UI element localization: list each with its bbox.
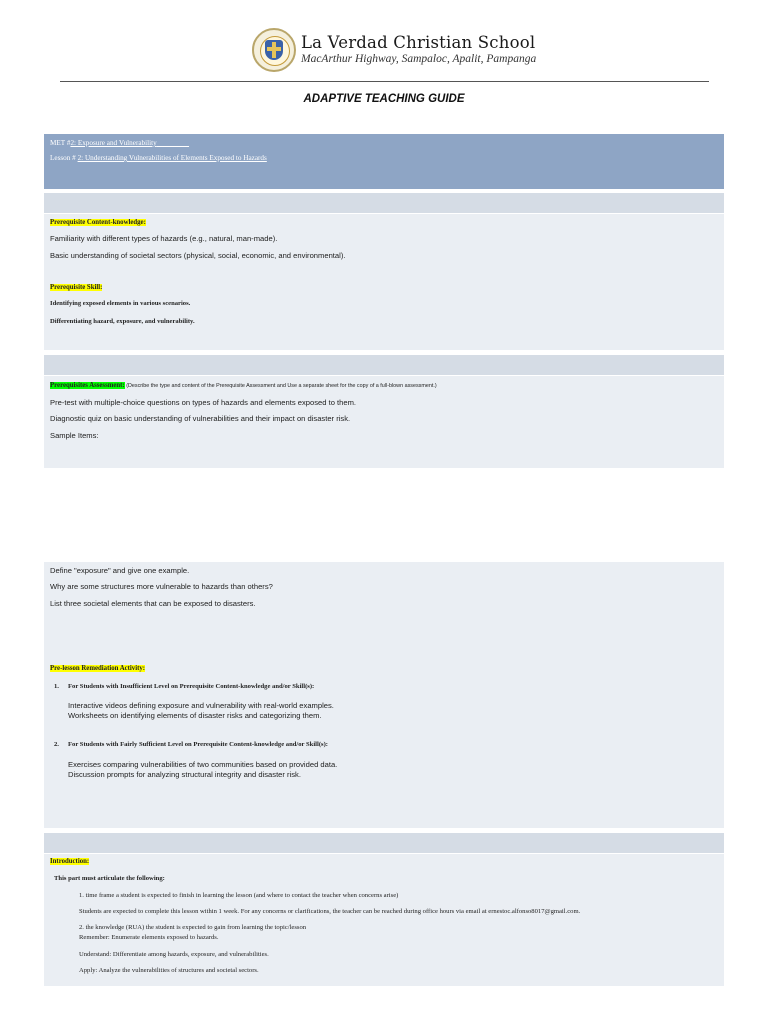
header-divider	[60, 81, 709, 82]
lesson-line: Lesson # 2: Understanding Vulnerabilities of Elements Exposed to Hazards	[50, 154, 267, 162]
introduction-section	[44, 854, 724, 986]
sample-item: Why are some structures more vulnerable to hazards than others?	[50, 582, 273, 591]
remediation-heading: Pre-lesson Remediation Activity:	[50, 665, 146, 672]
remediation-group-number: 2.	[54, 741, 59, 748]
assessment-heading-line	[50, 380, 437, 389]
lesson-info-band	[44, 134, 724, 189]
introduction-line: Remember: Enumerate elements exposed to hazards.	[79, 934, 219, 941]
section-divider-band	[44, 355, 724, 375]
remediation-group-title: For Students with Insufficient Level on Prerequisite Content-knowledge and/or Skill(s):	[68, 683, 315, 690]
prereq-content-heading: Prerequisite Content-knowledge:	[50, 219, 146, 226]
prereq-skill-item: Identifying exposed elements in various scenarios.	[50, 300, 191, 307]
remediation-group-title: For Students with Fairly Sufficient Level on Prerequisite Content-knowledge and/or Skill(s):	[68, 741, 328, 748]
remediation-item: Worksheets on identifying elements of disaster risks and categorizing them.	[68, 711, 322, 720]
met-line: MET #2: Exposure and Vulnerability	[50, 139, 157, 147]
introduction-line: Understand: Differentiate among hazards, exposure, and vulnerabilities.	[79, 951, 269, 958]
assessment-item: Pre-test with multiple-choice questions on types of hazards and elements exposed to them.	[50, 398, 357, 407]
remediation-item: Discussion prompts for analyzing structural integrity and disaster risk.	[68, 770, 301, 779]
prerequisite-section	[44, 214, 724, 350]
sample-item: Define "exposure" and give one example.	[50, 566, 190, 575]
met-title: 2: Exposure and Vulnerability	[70, 139, 157, 147]
section-divider-band	[44, 193, 724, 213]
introduction-lead: This part must articulate the following:	[54, 875, 165, 882]
assessment-section	[44, 376, 724, 468]
assessment-note: (Describe the type and content of the Prerequisite Assessment and Use a separate sheet for the copy of a full-blown assessment.)	[124, 383, 437, 389]
introduction-line: 1. time frame a student is expected to finish in learning the lesson (and where to contact the teacher when concerns arise)	[79, 892, 399, 899]
introduction-line: Apply: Analyze the vulnerabilities of structures and societal sectors.	[79, 967, 259, 974]
school-seal-logo	[252, 28, 296, 72]
prereq-skill-heading: Prerequisite Skill:	[50, 284, 103, 291]
sample-items-label: Sample Items:	[50, 431, 99, 440]
school-name: La Verdad Christian School	[301, 33, 536, 52]
remediation-item: Exercises comparing vulnerabilities of two communities based on provided data.	[68, 760, 338, 769]
introduction-line: Students are expected to complete this lesson within 1 week. For any concerns or clarifications, the teacher can be reached during office hours via email at ernestoc.alfonso8017@gmail.com.	[79, 908, 581, 915]
school-address: MacArthur Highway, Sampaloc, Apalit, Pampanga	[301, 53, 537, 65]
prereq-content-item: Familiarity with different types of hazards (e.g., natural, man-made).	[50, 234, 278, 243]
document-title: ADAPTIVE TEACHING GUIDE	[303, 93, 465, 105]
sample-item: List three societal elements that can be exposed to disasters.	[50, 599, 256, 608]
remediation-group-number: 1.	[54, 683, 59, 690]
introduction-line: 2. the knowledge (RUA) the student is expected to gain from learning the topic/lesson	[79, 924, 307, 931]
assessment-item: Diagnostic quiz on basic understanding of vulnerabilities and their impact on disaster risk.	[50, 414, 351, 423]
remediation-section	[44, 562, 724, 828]
lesson-title: 2: Understanding Vulnerabilities of Elements Exposed to Hazards	[77, 154, 267, 162]
prereq-skill-item: Differentiating hazard, exposure, and vulnerability.	[50, 318, 195, 325]
prereq-content-item: Basic understanding of societal sectors (physical, social, economic, and environmental).	[50, 251, 346, 260]
remediation-item: Interactive videos defining exposure and vulnerability with real-world examples.	[68, 701, 334, 710]
assessment-heading: Prerequisites Assessment:	[50, 382, 125, 389]
introduction-heading: Introduction:	[50, 858, 90, 865]
section-divider-band	[44, 833, 724, 853]
